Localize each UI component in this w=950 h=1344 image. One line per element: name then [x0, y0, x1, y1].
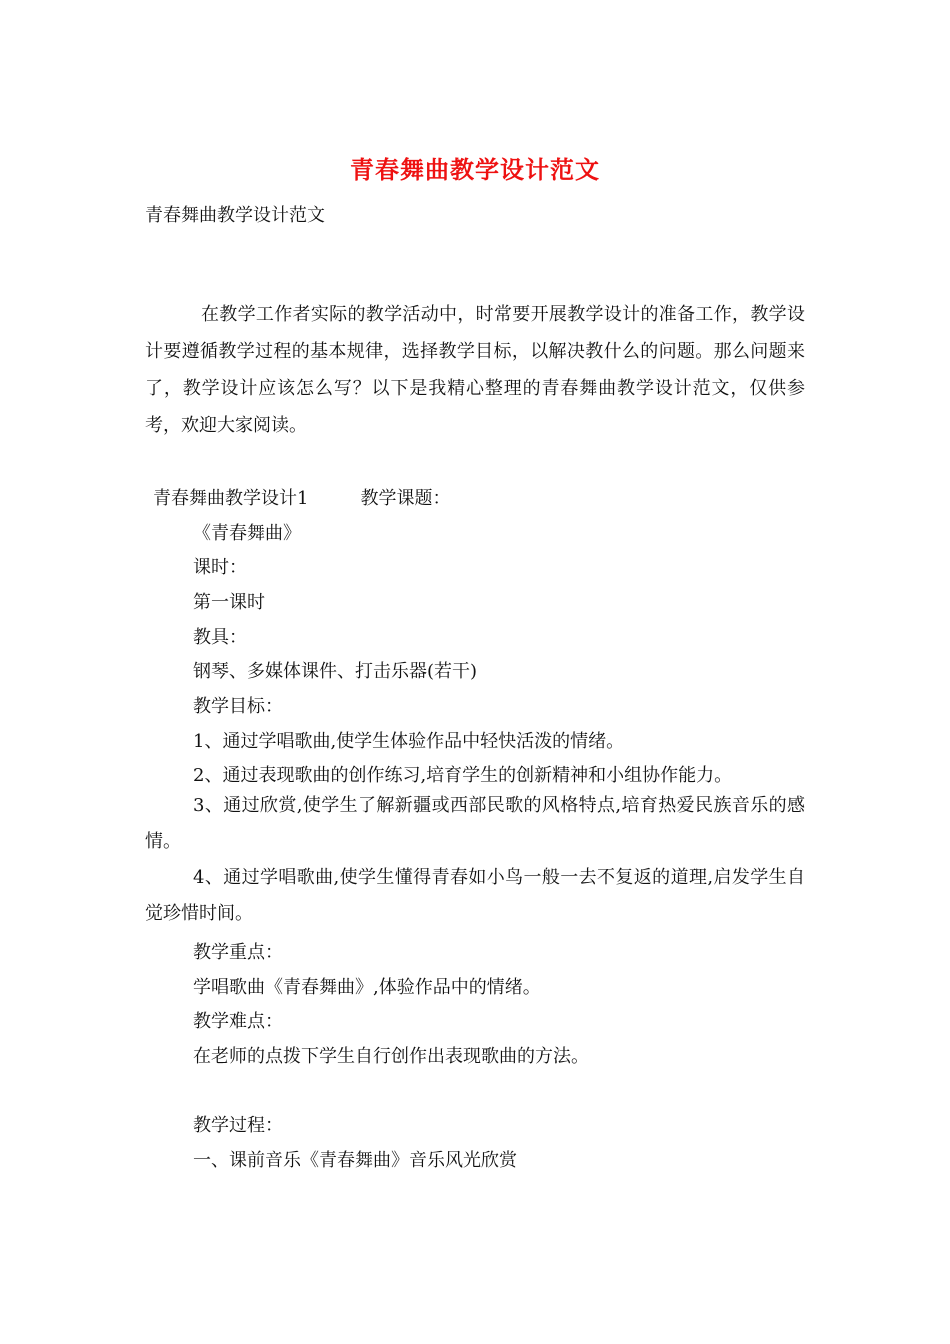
- goal-item: 4、通过学唱歌曲,使学生懂得青春如小鸟一般一去不复返的道理,启发学生自觉珍惜时间。: [145, 867, 805, 924]
- difficulty-label: 教学难点：: [193, 1011, 283, 1032]
- topic-label: 教学课题：: [360, 488, 451, 509]
- goals-label: 教学目标：: [193, 696, 283, 717]
- period-value: 第一课时: [193, 592, 265, 613]
- document-title: 青春舞曲教学设计范文: [350, 155, 600, 184]
- key-value: 学唱歌曲《青春舞曲》,体验作品中的情绪。: [193, 977, 541, 998]
- section-heading-line: [153, 484, 450, 510]
- goal-item: 3、通过欣赏,使学生了解新疆或西部民歌的风格特点,培育热爱民族音乐的感情。: [145, 795, 805, 852]
- tools-value: 钢琴、多媒体课件、打击乐器(若干): [193, 661, 478, 682]
- difficulty-value: 在老师的点拨下学生自行创作出表现歌曲的方法。: [193, 1046, 589, 1067]
- document-subtitle: 青春舞曲教学设计范文: [145, 205, 325, 226]
- tools-label: 教具：: [193, 627, 247, 648]
- goal-item: 2、通过表现歌曲的创作练习,培育学生的创新精神和小组协作能力。: [193, 765, 733, 786]
- goal-item: 1、通过学唱歌曲,使学生体验作品中轻快活泼的情绪。: [193, 731, 625, 752]
- intro-paragraph: 在教学工作者实际的教学活动中，时常要开展教学设计的准备工作，教学设计要遵循教学过程的基本规律，选择教学目标，以解决教什么的问题。那么问题来了，教学设计应该怎么写？以下是我精心整理的青春舞曲教学设计范文，仅供参考，欢迎大家阅读。: [145, 304, 805, 436]
- process-label: 教学过程：: [193, 1115, 283, 1136]
- period-label: 课时：: [193, 557, 247, 578]
- section-heading: 青春舞曲教学设计1: [153, 488, 309, 509]
- topic-value: 《青春舞曲》: [193, 523, 301, 544]
- process-step: 一、课前音乐《青春舞曲》音乐风光欣赏: [193, 1150, 517, 1171]
- key-label: 教学重点：: [193, 942, 283, 963]
